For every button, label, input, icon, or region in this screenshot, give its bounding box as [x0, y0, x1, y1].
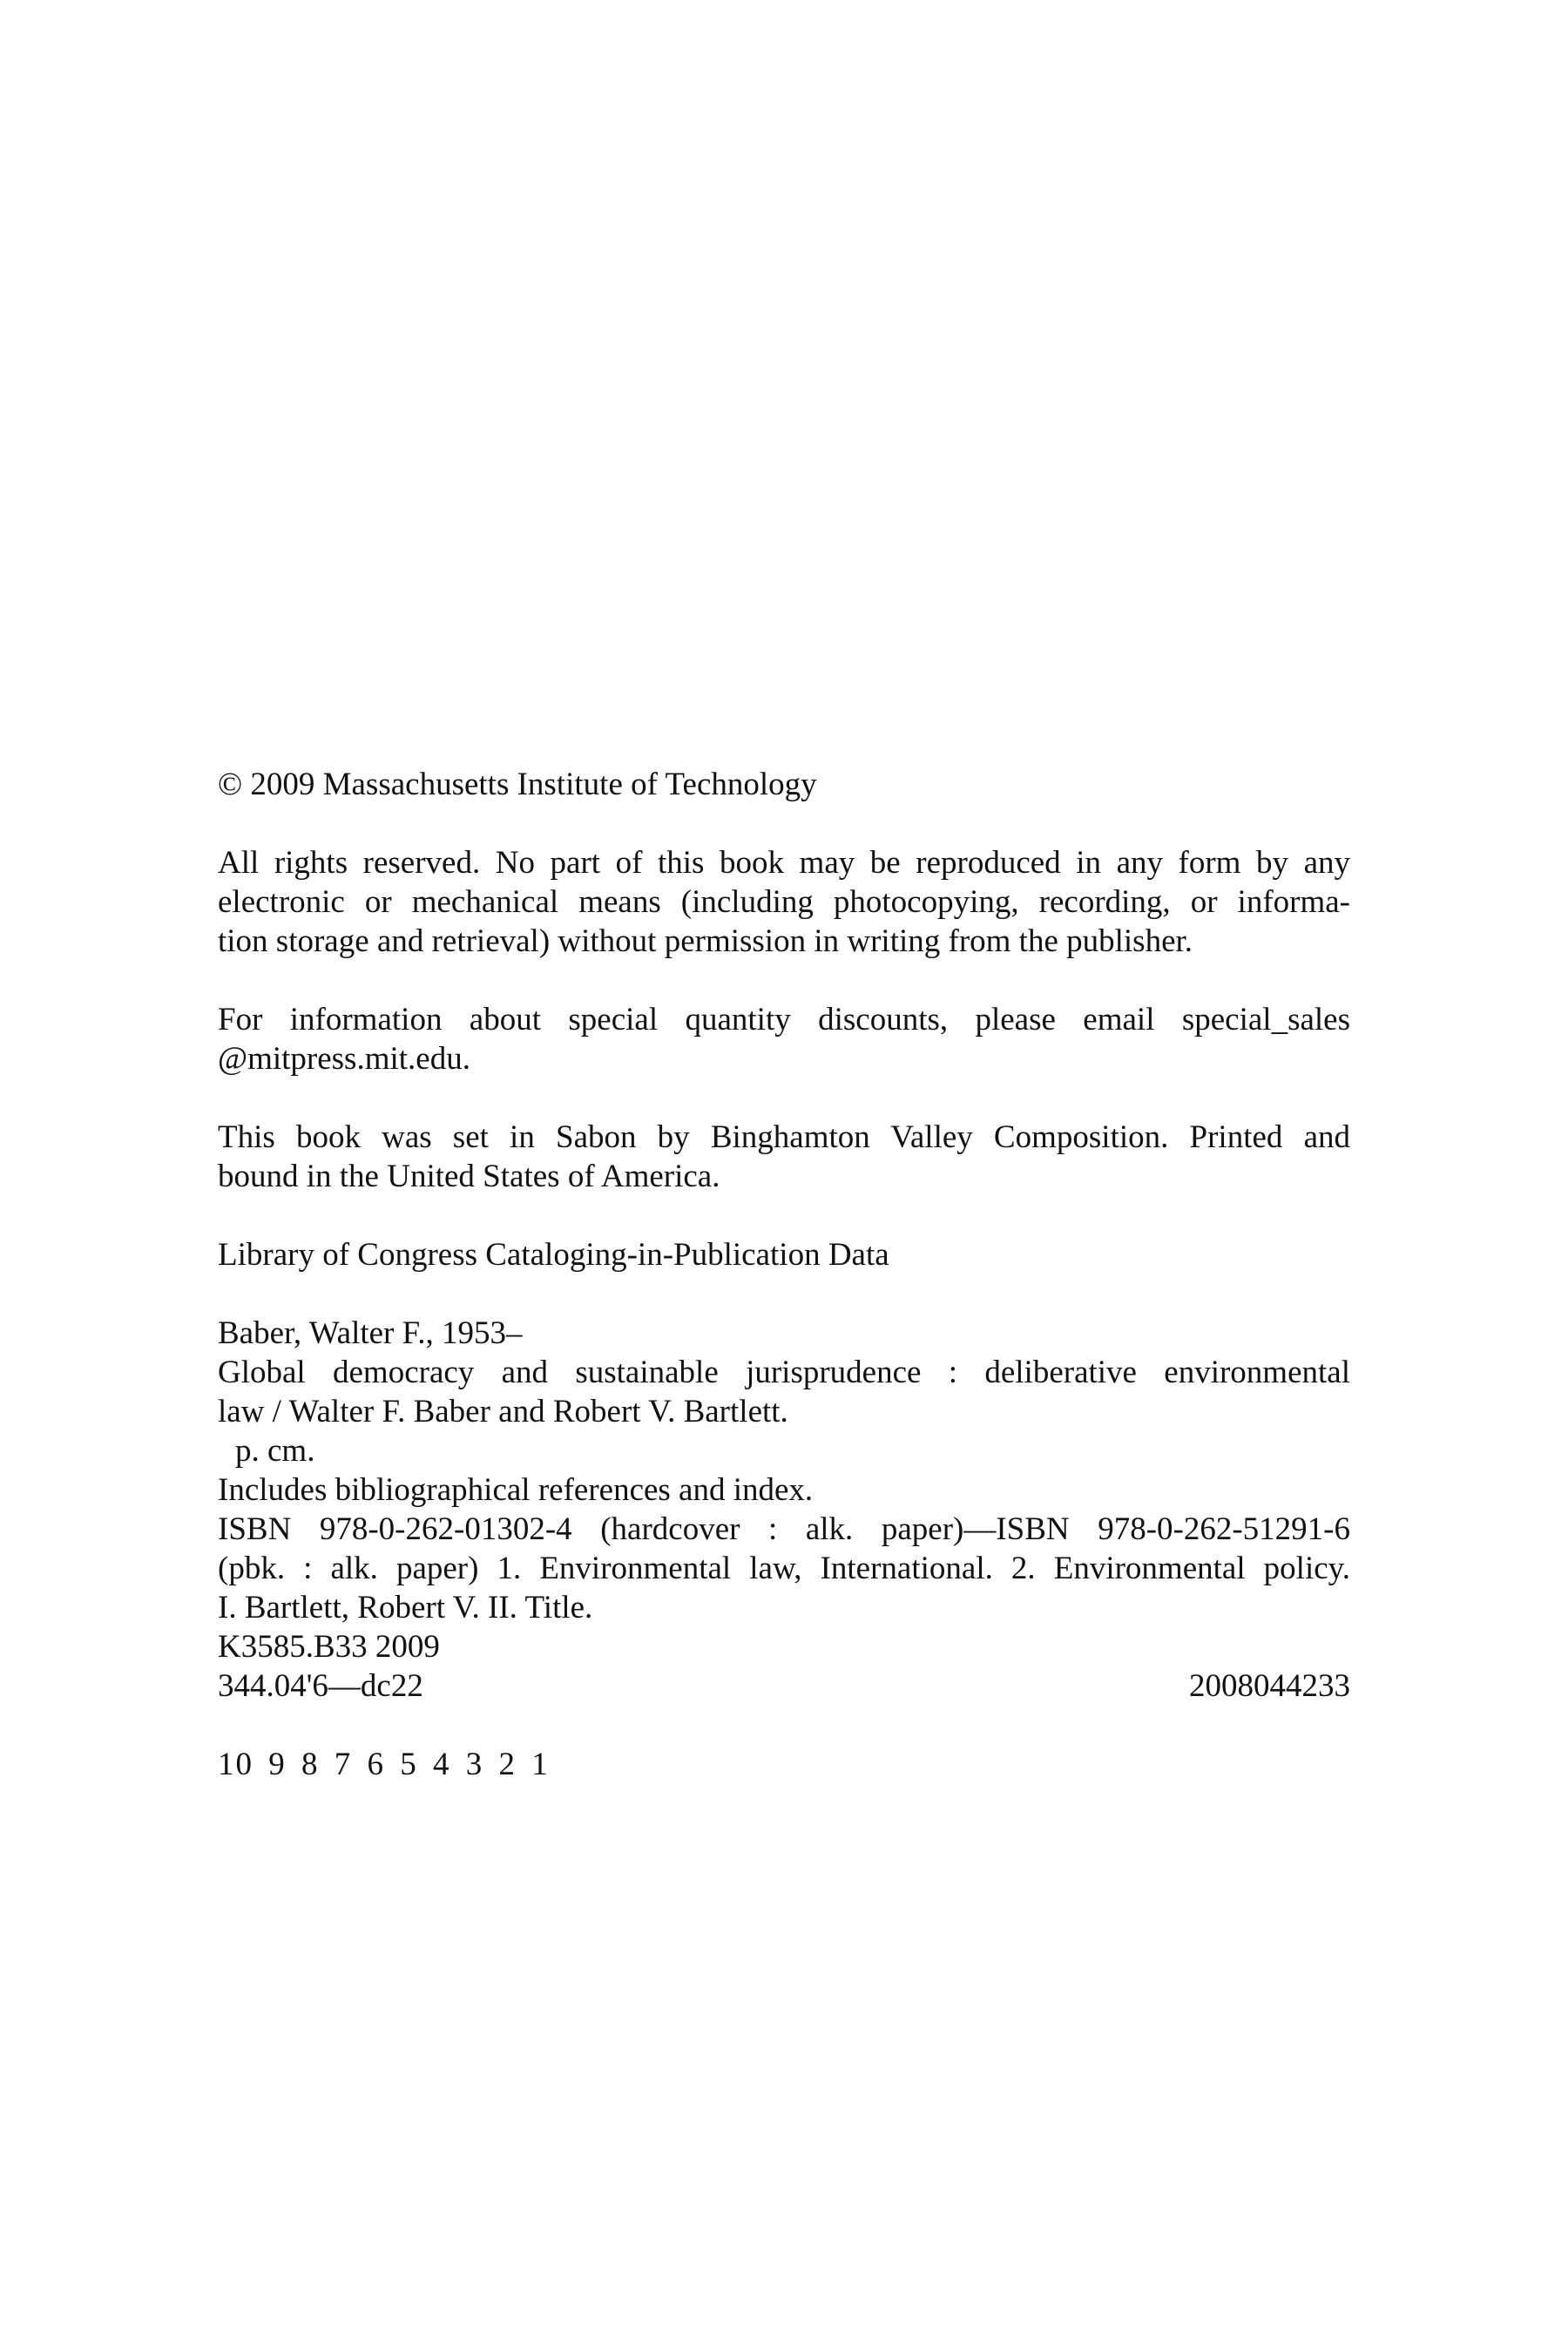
copyright-line: © 2009 Massachusetts Institute of Technology: [218, 767, 817, 802]
sales-line: @mitpress.mit.edu.: [218, 1041, 470, 1077]
cip-title-line: law / Walter F. Baber and Robert V. Bartlett.: [218, 1394, 788, 1429]
cip-author: Baber, Walter F., 1953–: [218, 1315, 523, 1351]
rights-line: tion storage and retrieval) without permission in writing from the publisher.: [218, 923, 1193, 959]
sales-paragraph: [218, 1000, 1350, 1078]
cip-isbn-line: (pbk. : alk. paper) 1. Environmental law, International. 2. Environmental policy.: [218, 1551, 1350, 1586]
cip-classification-row: [218, 1666, 1350, 1706]
cip-heading: [218, 1235, 1350, 1274]
rights-paragraph: [218, 843, 1350, 961]
typesetting-paragraph: [218, 1118, 1350, 1196]
sales-line: For information about special quantity discounts, please email special_sales: [218, 1002, 1350, 1037]
cip-title-line: Global democracy and sustainable jurisprudence : deliberative environmental: [218, 1355, 1350, 1390]
cip-pagination: p. cm.: [235, 1433, 315, 1469]
cip-dewey: 344.04'6—dc22: [218, 1668, 423, 1704]
printing-line: [218, 1745, 1350, 1784]
copyright-notice: [218, 765, 1350, 804]
cip-isbn-line: ISBN 978-0-262-01302-4 (hardcover : alk. paper)—ISBN 978-0-262-51291-6: [218, 1511, 1350, 1547]
rights-line: electronic or mechanical means (including photocopying, recording, or informa-: [218, 884, 1350, 920]
typesetting-line: bound in the United States of America.: [218, 1159, 720, 1194]
rights-line: All rights reserved. No part of this book may be reproduced in any form by any: [218, 845, 1350, 881]
cip-lc-class: K3585.B33 2009: [218, 1629, 440, 1665]
copyright-page: [218, 765, 1350, 1823]
cip-heading-text: Library of Congress Cataloging-in-Publication Data: [218, 1237, 889, 1273]
cip-lccn: 2008044233: [1189, 1668, 1350, 1704]
cip-notes: Includes bibliographical references and index.: [218, 1472, 814, 1508]
printing-numbers: 10 9 8 7 6 5 4 3 2 1: [218, 1747, 550, 1782]
cip-isbn-line: I. Bartlett, Robert V. II. Title.: [218, 1590, 593, 1625]
typesetting-line: This book was set in Sabon by Binghamton Valley Composition. Printed and: [218, 1119, 1350, 1155]
cip-record: [218, 1314, 1350, 1706]
